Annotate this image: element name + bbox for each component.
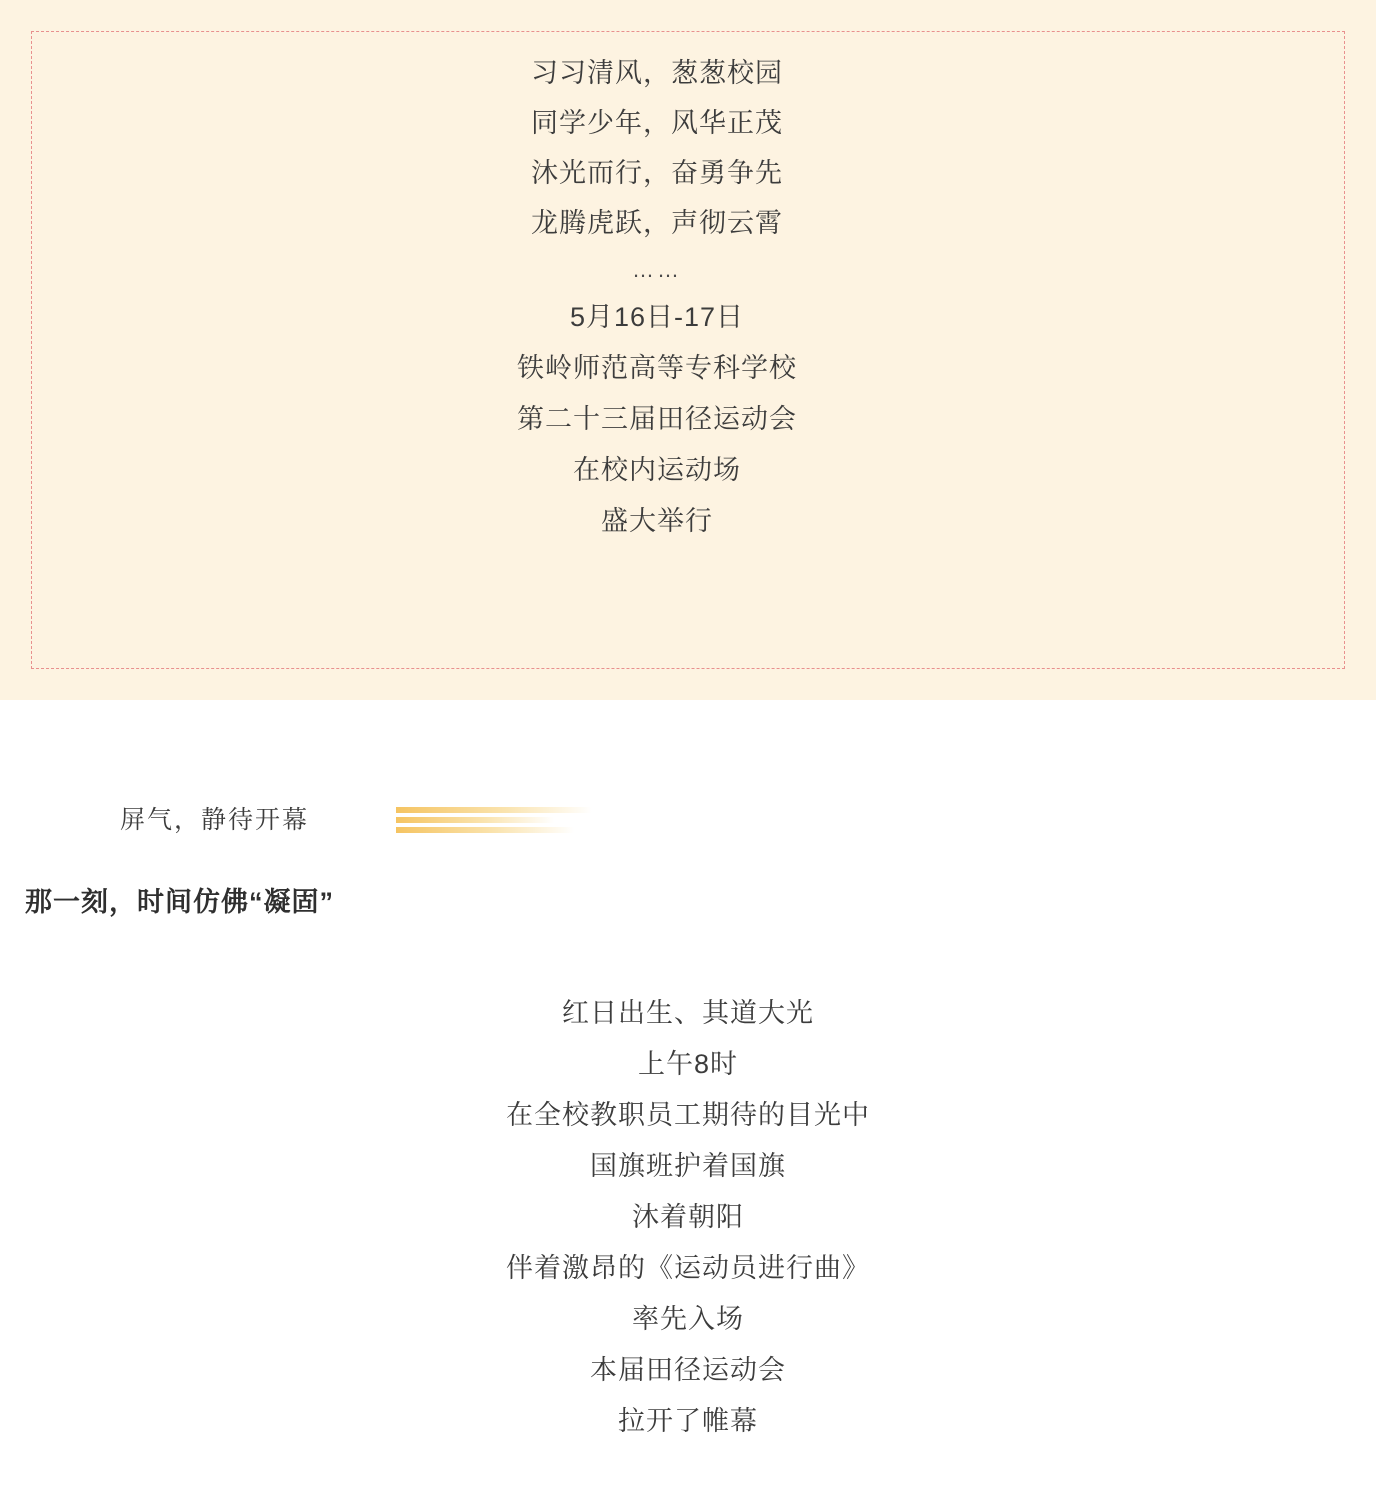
poem-line: 龙腾虎跃，声彻云霄 [531, 208, 783, 238]
poem-line: 沐光而行，奋勇争先 [531, 158, 783, 188]
waiting-label: 屏气，静待开幕 [120, 806, 310, 834]
event-venue: 在校内运动场 [573, 455, 741, 485]
waiting-section [0, 795, 1376, 855]
school-name: 铁岭师范高等专科学校 [517, 353, 797, 383]
poem-line: 习习清风，葱葱校园 [531, 58, 783, 88]
gradient-bar-icon [396, 817, 554, 823]
poem-line: 国旗班护着国旗 [590, 1151, 786, 1181]
event-status: 盛大举行 [601, 506, 713, 536]
ellipsis-line: …… [632, 257, 682, 282]
poem-line: 沐着朝阳 [632, 1202, 744, 1232]
event-date: 5月16日-17日 [569, 302, 745, 332]
gradient-bars-decoration [396, 807, 592, 839]
poem-line: 在全校教职员工期待的目光中 [506, 1100, 870, 1130]
event-name: 第二十三届田径运动会 [517, 404, 797, 434]
poem-line: 本届田径运动会 [590, 1355, 786, 1385]
poem-line: 率先入场 [632, 1304, 744, 1334]
lower-poem-block [0, 988, 1376, 1447]
poem-line: 拉开了帷幕 [618, 1406, 758, 1436]
poem-line: 伴着激昂的《运动员进行曲》 [506, 1253, 870, 1283]
highlight-card-content [0, 48, 1314, 547]
gradient-bar-icon [396, 827, 574, 833]
gradient-bar-icon [396, 807, 592, 813]
poem-line: 红日出生、其道大光 [562, 998, 814, 1028]
poem-line: 同学少年，风华正茂 [531, 108, 783, 138]
poem-line: 上午8时 [637, 1049, 739, 1079]
highlight-card [0, 0, 1376, 700]
section-heading: 那一刻，时间仿佛“凝固” [25, 887, 334, 917]
